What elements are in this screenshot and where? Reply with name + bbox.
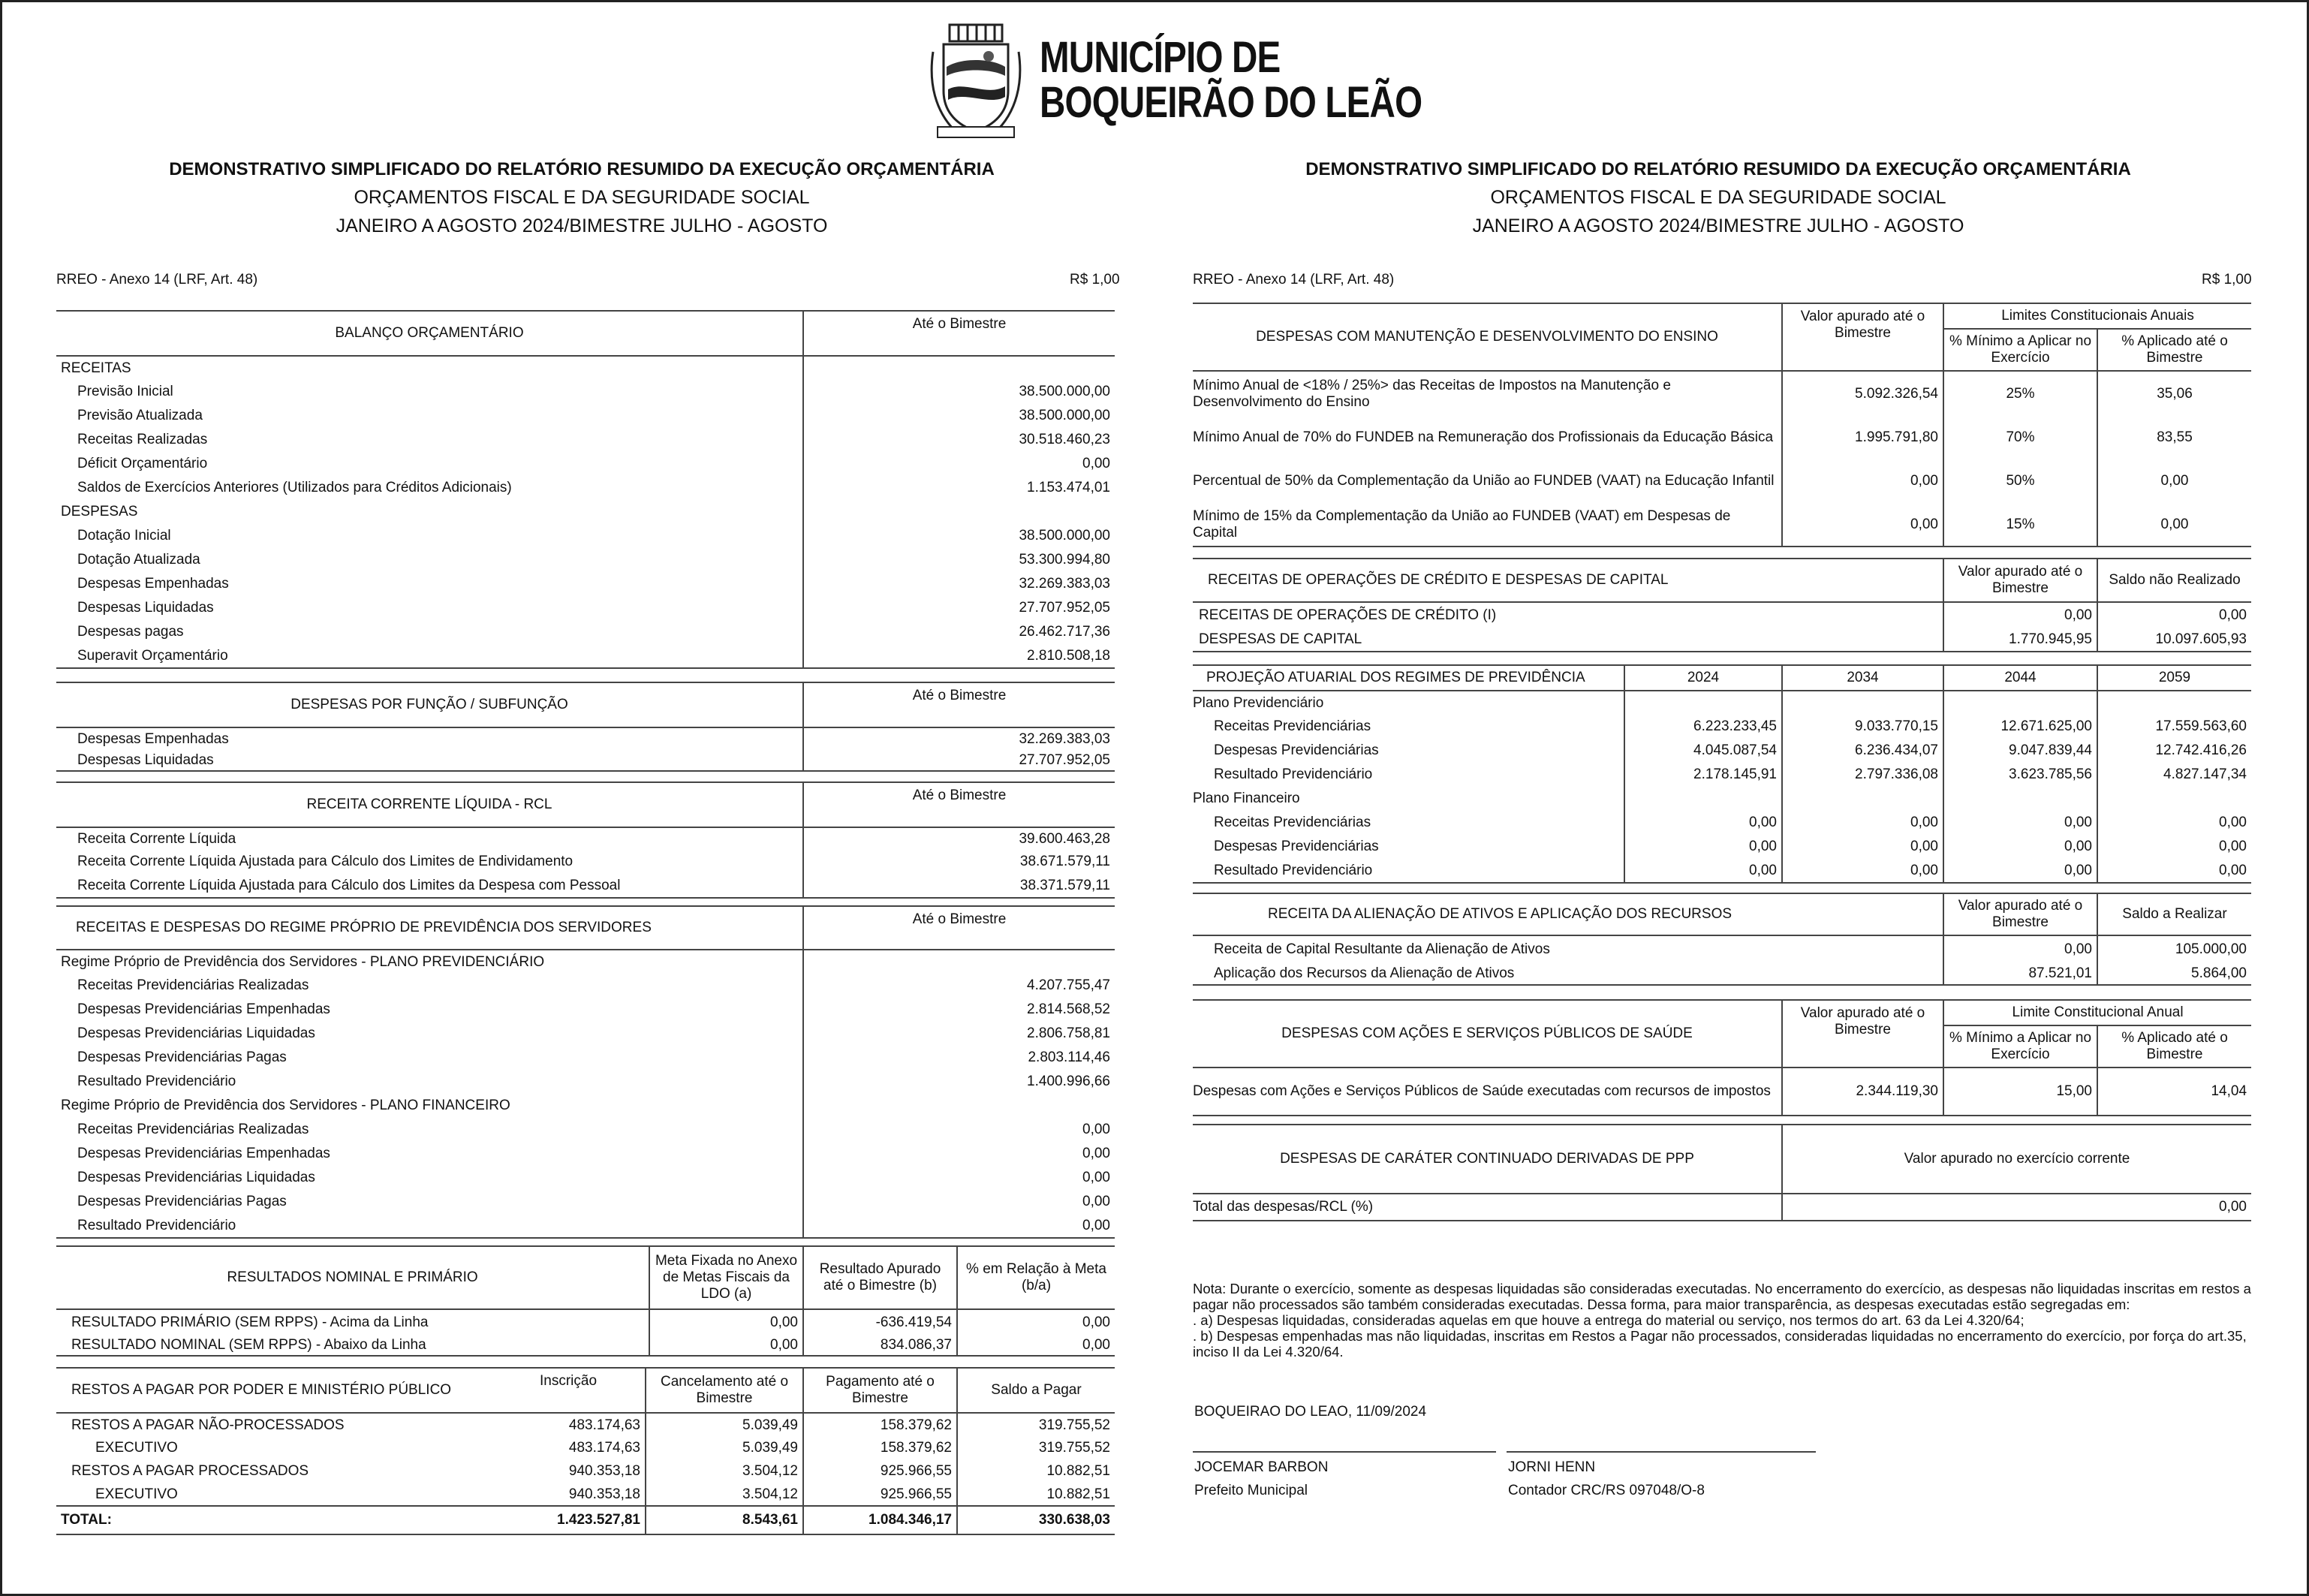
table-row: Resultado Previdenciário 0,00 0,00 0,00 0,00 — [1193, 859, 2251, 883]
column-header: Resultado Apurado até o Bimestre (b) — [803, 1246, 957, 1309]
column-header: Valor apurado no exercício corrente — [1782, 1125, 2251, 1194]
section-heading: RECEITA CORRENTE LÍQUIDA - RCL — [56, 782, 803, 827]
table-row: Resultado Previdenciário 1.400.996,66 — [56, 1070, 1115, 1094]
table-row: Receitas Previdenciárias Realizadas 4.207.755,47 — [56, 974, 1115, 998]
table-row: Despesas Previdenciárias Pagas 2.803.114,46 — [56, 1046, 1115, 1070]
table-row: Percentual de 50% da Complementação da União ao FUNDEB (VAAT) na Educação Infantil 0,00 50% 0,00 — [1193, 459, 2251, 503]
table-row: Despesas Previdenciárias Pagas 0,00 — [56, 1190, 1115, 1214]
column-header: Limite Constitucional Anual — [1943, 1000, 2251, 1025]
column-header: % Aplicado até o Bimestre — [2097, 329, 2251, 371]
section-heading: RECEITAS E DESPESAS DO REGIME PRÓPRIO DE PREVIDÊNCIA DOS SERVIDORES — [56, 906, 803, 950]
alienacao-table — [1193, 893, 2251, 986]
year-header: 2024 — [1624, 665, 1782, 691]
section-heading: RESTOS A PAGAR POR PODER E MINISTÉRIO PÚBLICO — [56, 1368, 492, 1413]
column-header: Valor apurado até o Bimestre — [1782, 1000, 1943, 1068]
table-row: Mínimo de 15% da Complementação da União ao FUNDEB (VAAT) em Despesas de Capital 0,00 15% 0,00 — [1193, 503, 2251, 547]
column-header: Pagamento até o Bimestre — [803, 1368, 957, 1413]
table-row: Saldos de Exercícios Anteriores (Utilizados para Créditos Adicionais) 1.153.474,01 — [56, 476, 1115, 500]
year-header: 2059 — [2097, 665, 2251, 691]
section-heading: PROJEÇÃO ATUARIAL DOS REGIMES DE PREVIDÊNCIA — [1193, 665, 1624, 691]
table-row: Mínimo Anual de <18% / 25%> das Receitas de Impostos na Manutenção e Desenvolvimento do Ensino 5.092.326,54 25% 35,06 — [1193, 371, 2251, 416]
credito-table — [1193, 558, 2251, 652]
section-heading: RECEITA DA ALIENAÇÃO DE ATIVOS E APLICAÇÃO DOS RECURSOS — [1193, 893, 1943, 935]
currency-label: R$ 1,00 — [1070, 272, 1120, 288]
report-title: DEMONSTRATIVO SIMPLIFICADO DO RELATÓRIO RESUMIDO DA EXECUÇÃO ORÇAMENTÁRIA — [1305, 159, 2131, 179]
section-heading: DESPESAS DE CARÁTER CONTINUADO DERIVADAS DE PPP — [1193, 1125, 1782, 1194]
table-row: EXECUTIVO 940.353,18 3.504,12 925.966,55 10.882,51 — [56, 1483, 1115, 1506]
left-report-title — [94, 156, 1070, 240]
table-row: Despesas Previdenciárias 4.045.087,54 6.236.434,07 9.047.839,44 12.742.416,26 — [1193, 739, 2251, 763]
report-period: JANEIRO A AGOSTO 2024/BIMESTRE JULHO - AGOSTO — [336, 215, 828, 236]
table-row: Despesas Liquidadas 27.707.952,05 — [56, 596, 1115, 620]
table-row: Previsão Inicial 38.500.000,00 — [56, 380, 1115, 404]
section-heading: DESPESAS COM AÇÕES E SERVIÇOS PÚBLICOS DE SAÚDE — [1193, 1000, 1782, 1068]
table-row: Despesas com Ações e Serviços Públicos de Saúde executadas com recursos de impostos 2.344.119,30 15,00 14,04 — [1193, 1068, 2251, 1116]
table-row: Despesas Previdenciárias Liquidadas 0,00 — [56, 1166, 1115, 1190]
table-row: Despesas Empenhadas 32.269.383,03 — [56, 727, 1115, 750]
column-header: Valor apurado até o Bimestre — [1943, 893, 2097, 935]
table-row: Despesas Previdenciárias Empenhadas 0,00 — [56, 1142, 1115, 1166]
balanco-table — [56, 310, 1115, 669]
table-row: Aplicação dos Recursos da Alienação de Ativos 87.521,01 5.864,00 — [1193, 962, 2251, 985]
signature-line — [1193, 1451, 1496, 1453]
group-label: DESPESAS — [61, 504, 138, 519]
total-row: TOTAL: 1.423.527,81 8.543,61 1.084.346,17 330.638,03 — [56, 1506, 1115, 1534]
table-row: Receita Corrente Líquida Ajustada para Cálculo dos Limites de Endividamento 38.671.579,11 — [56, 850, 1115, 874]
rcl-table — [56, 781, 1115, 899]
annex-label: RREO - Anexo 14 (LRF, Art. 48) — [1193, 272, 1395, 288]
table-row: Total das despesas/RCL (%) 0,00 — [1193, 1194, 2251, 1221]
column-header: % Mínimo a Aplicar no Exercício — [1943, 329, 2097, 371]
column-header: % Mínimo a Aplicar no Exercício — [1943, 1025, 2097, 1068]
table-row: DESPESAS DE CAPITAL 1.770.945,95 10.097.605,93 — [1193, 628, 2251, 652]
table-row: Superavit Orçamentário 2.810.508,18 — [56, 644, 1115, 668]
table-row: Receitas Realizadas 30.518.460,23 — [56, 428, 1115, 452]
table-row: RESULTADO PRIMÁRIO (SEM RPPS) - Acima da Linha 0,00 -636.419,54 0,00 — [56, 1309, 1115, 1335]
table-row: Receita Corrente Líquida 39.600.463,28 — [56, 827, 1115, 850]
table-row: Despesas Liquidadas 27.707.952,05 — [56, 750, 1115, 771]
column-header: Limites Constitucionais Anuais — [1943, 303, 2251, 329]
table-row: Receitas Previdenciárias 0,00 0,00 0,00 0,00 — [1193, 811, 2251, 835]
table-row: RESULTADO NOMINAL (SEM RPPS) - Abaixo da Linha 0,00 834.086,37 0,00 — [56, 1335, 1115, 1356]
place-date: BOQUEIRAO DO LEAO, 11/09/2024 — [1194, 1404, 1427, 1420]
column-header: % em Relação à Meta (b/a) — [957, 1246, 1115, 1309]
section-heading: RESULTADOS NOMINAL E PRIMÁRIO — [56, 1246, 649, 1309]
year-header: 2034 — [1782, 665, 1943, 691]
table-row: Dotação Inicial 38.500.000,00 — [56, 524, 1115, 548]
column-header: Cancelamento até o Bimestre — [646, 1368, 803, 1413]
signature-role: Prefeito Municipal — [1194, 1483, 1308, 1498]
report-subtitle: ORÇAMENTOS FISCAL E DA SEGURIDADE SOCIAL — [354, 187, 810, 208]
group-label: Regime Próprio de Previdência dos Servidores - PLANO FINANCEIRO — [61, 1098, 510, 1113]
funcao-table — [56, 682, 1115, 772]
restos-table — [56, 1367, 1115, 1535]
column-header: Saldo não Realizado — [2097, 559, 2251, 602]
table-row: Despesas Previdenciárias Empenhadas 2.814.568,52 — [56, 998, 1115, 1022]
nominal-table — [56, 1245, 1115, 1357]
table-row: Receita de Capital Resultante da Alienação de Ativos 0,00 105.000,00 — [1193, 935, 2251, 962]
signature-name: JOCEMAR BARBON — [1194, 1459, 1329, 1475]
section-heading: DESPESAS POR FUNÇÃO / SUBFUNÇÃO — [56, 682, 803, 727]
section-heading: BALANÇO ORÇAMENTÁRIO — [56, 311, 803, 356]
column-header: Saldo a Pagar — [957, 1368, 1115, 1413]
table-row: RECEITAS DE OPERAÇÕES DE CRÉDITO (I) 0,00 0,00 — [1193, 602, 2251, 628]
column-header: Inscrição — [492, 1368, 646, 1413]
table-row: Receita Corrente Líquida Ajustada para Cálculo dos Limites da Despesa com Pessoal 38.371.579,11 — [56, 874, 1115, 898]
saude-table — [1193, 999, 2251, 1116]
currency-label: R$ 1,00 — [2202, 272, 2252, 288]
table-row: Previsão Atualizada 38.500.000,00 — [56, 404, 1115, 428]
table-row: Despesas pagas 26.462.717,36 — [56, 620, 1115, 644]
report-title: DEMONSTRATIVO SIMPLIFICADO DO RELATÓRIO RESUMIDO DA EXECUÇÃO ORÇAMENTÁRIA — [169, 159, 995, 179]
table-row: Dotação Atualizada 53.300.994,80 — [56, 548, 1115, 572]
ppp-table — [1193, 1124, 2251, 1221]
table-row: Despesas Previdenciárias 0,00 0,00 0,00 0,00 — [1193, 835, 2251, 859]
year-header: 2044 — [1943, 665, 2097, 691]
column-header: Saldo a Realizar — [2097, 893, 2251, 935]
table-row: Despesas Empenhadas 32.269.383,03 — [56, 572, 1115, 596]
signature-name: JORNI HENN — [1508, 1459, 1596, 1475]
table-row: Resultado Previdenciário 0,00 — [56, 1214, 1115, 1238]
group-label: RECEITAS — [61, 360, 131, 376]
right-report-title — [1230, 156, 2206, 240]
column-header: Até o Bimestre — [803, 906, 1115, 950]
group-label: Plano Previdenciário — [1193, 694, 1324, 711]
column-header: Até o Bimestre — [803, 782, 1115, 827]
column-header: Até o Bimestre — [803, 682, 1115, 727]
group-label: Regime Próprio de Previdência dos Servidores - PLANO PREVIDENCIÁRIO — [61, 953, 545, 970]
municipality-name: MUNICÍPIO DE BOQUEIRÃO DO LEÃO — [1040, 33, 1422, 127]
table-row: Déficit Orçamentário 0,00 — [56, 452, 1115, 476]
annex-label: RREO - Anexo 14 (LRF, Art. 48) — [56, 272, 258, 288]
table-row: RESTOS A PAGAR NÃO-PROCESSADOS 483.174,63 5.039,49 158.379,62 319.755,52 — [56, 1413, 1115, 1437]
report-period: JANEIRO A AGOSTO 2024/BIMESTRE JULHO - AGOSTO — [1472, 215, 1964, 236]
column-header: Até o Bimestre — [803, 311, 1115, 356]
column-header: Valor apurado até o Bimestre — [1943, 559, 2097, 602]
table-row: Receitas Previdenciárias Realizadas 0,00 — [56, 1118, 1115, 1142]
column-header: % Aplicado até o Bimestre — [2097, 1025, 2251, 1068]
table-row: Despesas Previdenciárias Liquidadas 2.806.758,81 — [56, 1022, 1115, 1046]
table-row: EXECUTIVO 483.174,63 5.039,49 158.379,62 319.755,52 — [56, 1437, 1115, 1459]
section-heading: RECEITAS DE OPERAÇÕES DE CRÉDITO E DESPESAS DE CAPITAL — [1193, 559, 1943, 602]
group-label: Plano Financeiro — [1193, 790, 1300, 806]
table-row: Receitas Previdenciárias 6.223.233,45 9.033.770,15 12.671.625,00 17.559.563,60 — [1193, 715, 2251, 739]
coat-of-arms-logo — [927, 22, 1025, 142]
mde-table — [1193, 303, 2251, 547]
column-header: Meta Fixada no Anexo de Metas Fiscais da LDO (a) — [649, 1246, 803, 1309]
projecao-table — [1193, 664, 2251, 884]
report-subtitle: ORÇAMENTOS FISCAL E DA SEGURIDADE SOCIAL — [1490, 187, 1946, 208]
explanatory-note: Nota: Durante o exercício, somente as despesas liquidadas são consideradas executadas. No encerramento do exercício, as despesas não liquidadas inscritas em restos a pagar não processados são também consideradas executadas. Dessa forma, para maior transparência, as despesas executadas estão segregadas em: . a) Despesas liquidadas, consideradas aquelas em que houve a entrega do material ou serviço, nos termos do art. 63 da Lei 4.320/64; . b) Despesas empenhadas mas não liquidadas, inscritas em Restos a Pagar não processados, consideradas liquidadas no encerramento do exercício, por força do art.35, inciso II da Lei 4.320/64. — [1193, 1281, 2251, 1360]
signature-line — [1507, 1451, 1816, 1453]
table-row: Resultado Previdenciário 2.178.145,91 2.797.336,08 3.623.785,56 4.827.147,34 — [1193, 763, 2251, 787]
signature-role: Contador CRC/RS 097048/O-8 — [1508, 1483, 1705, 1498]
column-header: Valor apurado até o Bimestre — [1782, 303, 1943, 371]
table-row: RESTOS A PAGAR PROCESSADOS 940.353,18 3.504,12 925.966,55 10.882,51 — [56, 1459, 1115, 1483]
table-row: Mínimo Anual de 70% do FUNDEB na Remuneração dos Profissionais da Educação Básica 1.995.791,80 70% 83,55 — [1193, 416, 2251, 459]
rpps-table — [56, 905, 1115, 1239]
section-heading: DESPESAS COM MANUTENÇÃO E DESENVOLVIMENTO DO ENSINO — [1193, 303, 1782, 371]
